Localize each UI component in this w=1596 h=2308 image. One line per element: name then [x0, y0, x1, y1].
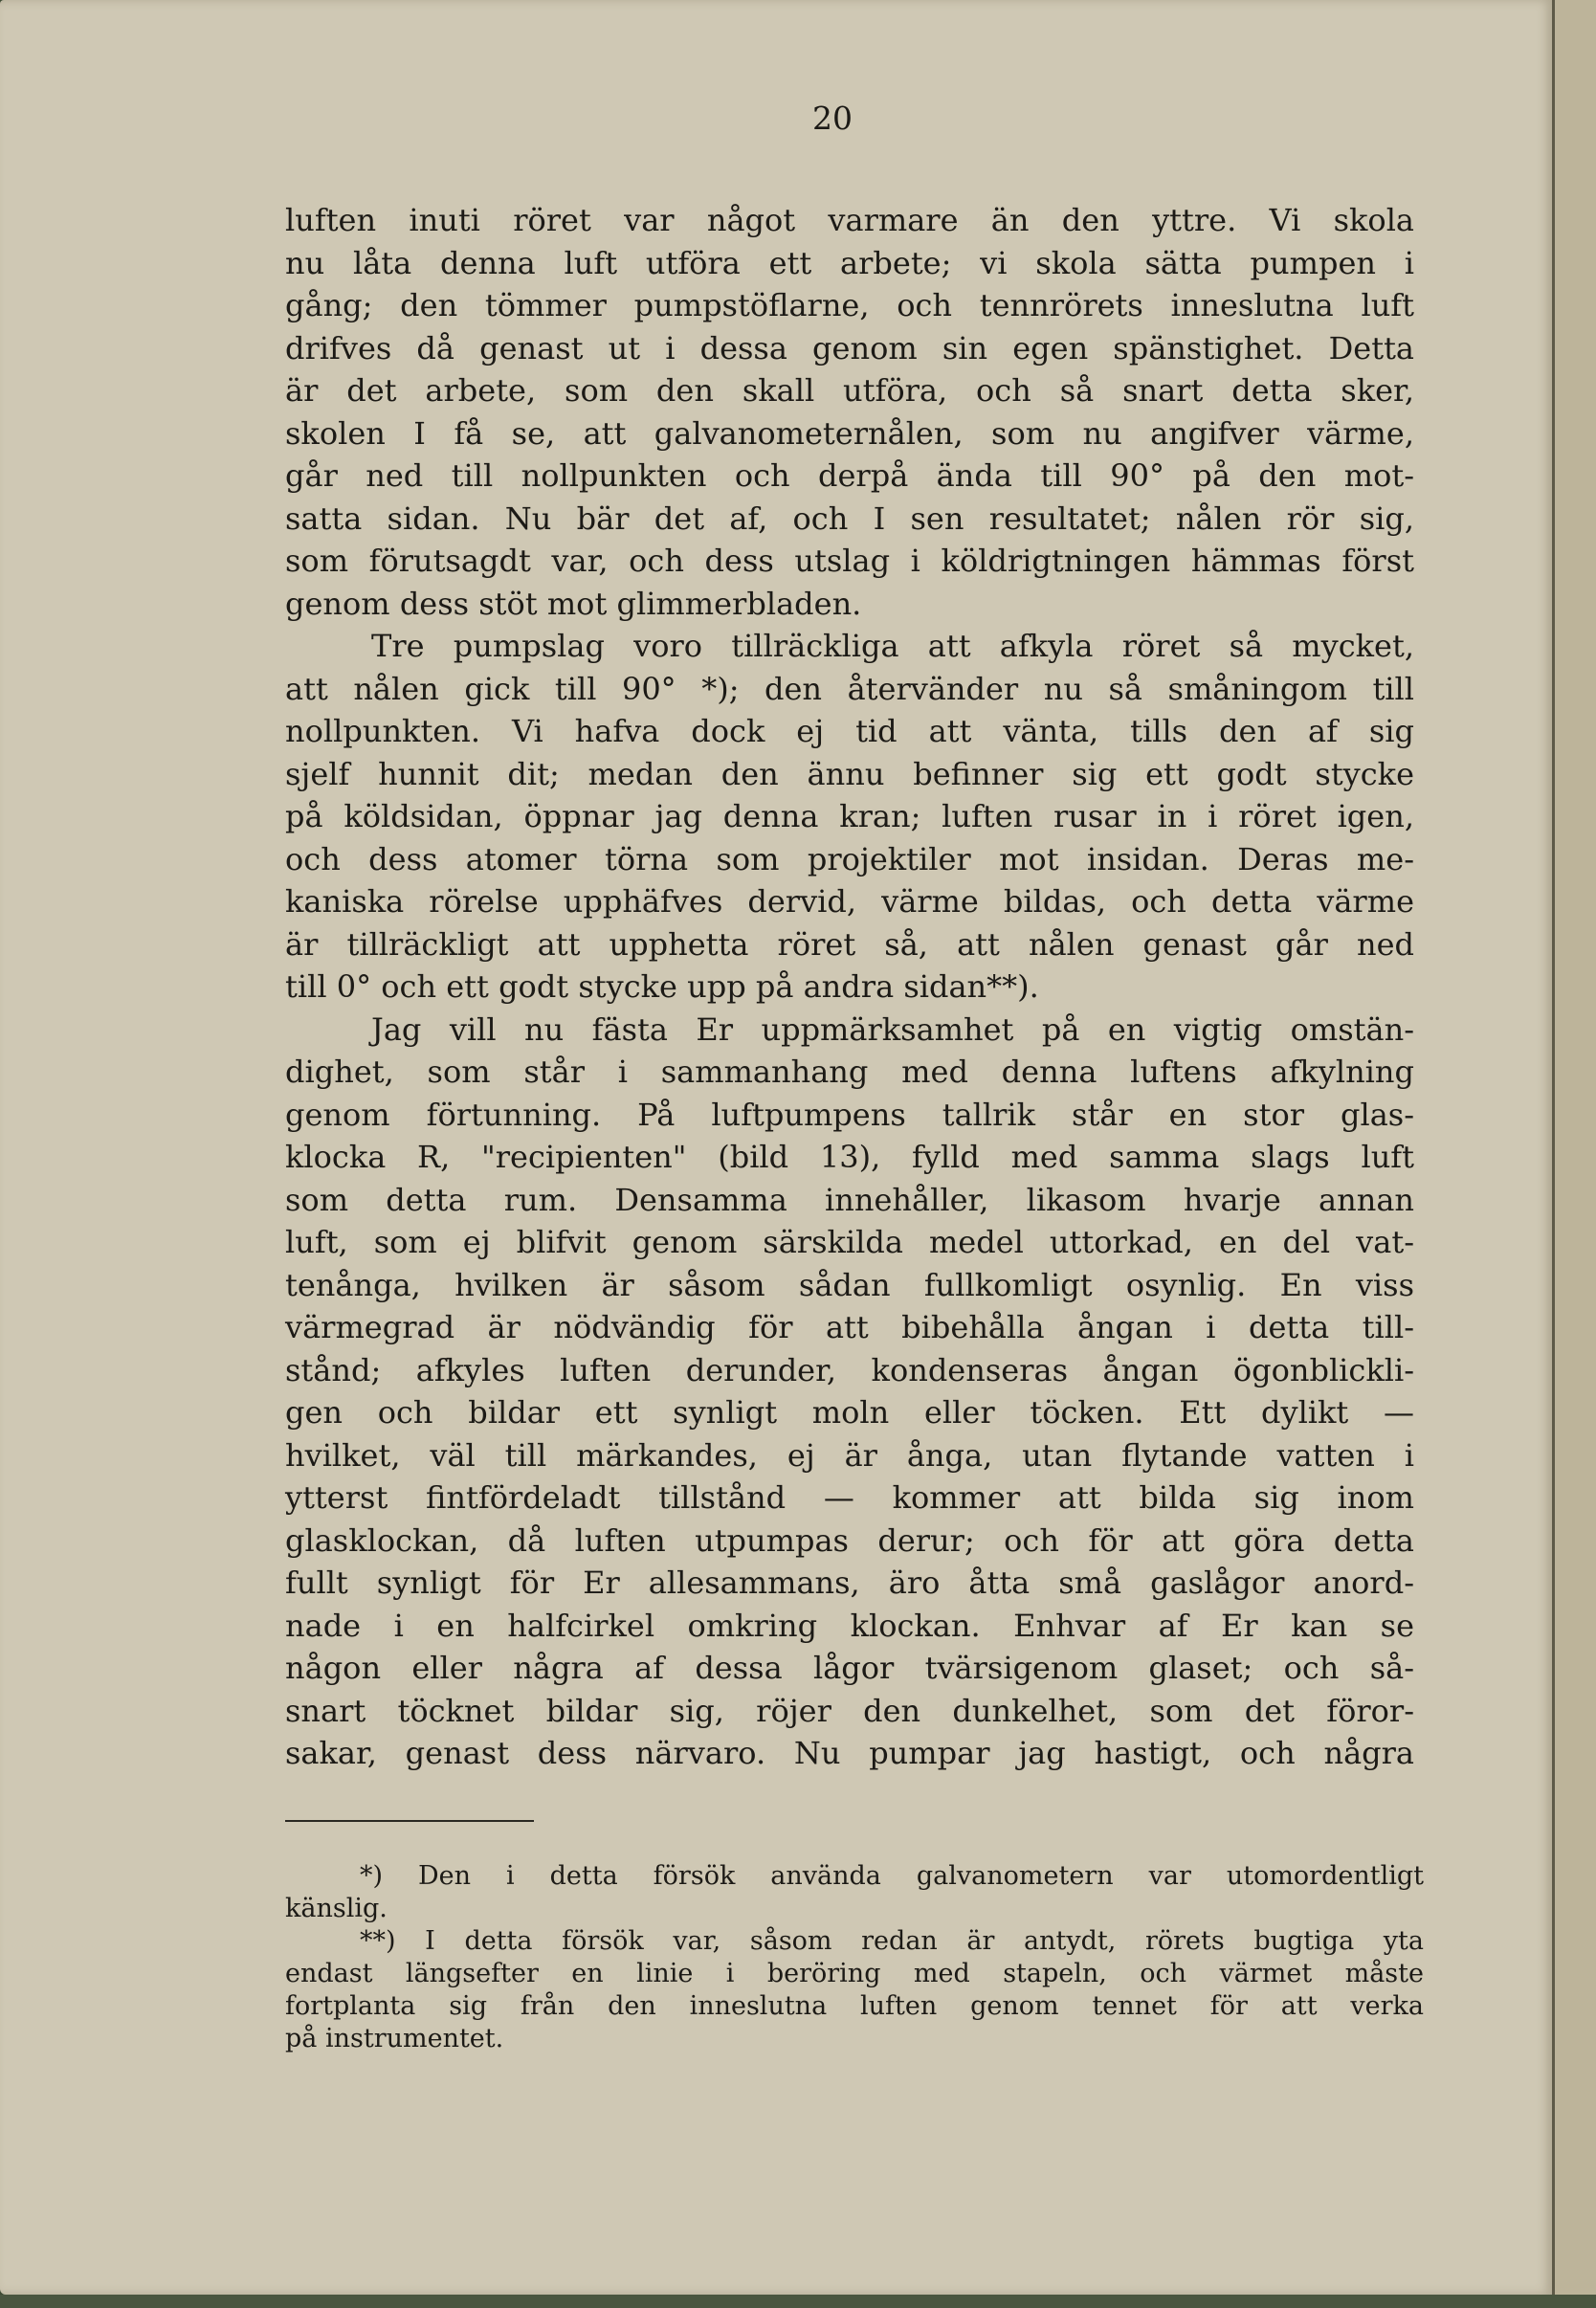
text-line: som detta rum. Densamma innehåller, likasom hvarje annan: [285, 1181, 1414, 1218]
text-line: tenånga, hvilken är såsom sådan fullkomligt osynlig. En viss: [285, 1266, 1414, 1303]
text-line: skolen I få se, att galvanometernålen, som nu angifver värme,: [285, 414, 1414, 452]
footnote-line: endast längsefter en linie i beröring med stapeln, och värmet måste: [285, 1959, 1424, 1988]
text-line: kaniska rörelse upphäfves dervid, värme bildas, och detta värme: [285, 883, 1414, 920]
text-line: och dess atomer törna som projektiler mot insidan. Deras me-: [285, 840, 1414, 877]
text-line: nade i en halfcirkel omkring klockan. Enhvar af Er kan se: [285, 1607, 1414, 1644]
text-line: drifves då genast ut i dessa genom sin egen spänstighet. Detta: [285, 329, 1414, 366]
text-line: sjelf hunnit dit; medan den ännu befinner sig ett godt stycke: [285, 755, 1414, 792]
text-line: fullt synligt för Er allesammans, äro åtta små gaslågor anord-: [285, 1565, 1414, 1601]
footnote-line: på instrumentet.: [285, 2024, 504, 2053]
text-line: dighet, som står i sammanhang med denna luftens afkylning: [285, 1054, 1414, 1090]
text-line: gen och bildar ett synligt moln eller töcken. Ett dylikt —: [285, 1394, 1414, 1431]
text-line: satta sidan. Nu bär det af, och I sen resultatet; nålen rör sig,: [285, 499, 1414, 537]
text-line: går ned till nollpunkten och derpå ända till 90° på den mot-: [285, 457, 1414, 494]
text-line: att nålen gick till 90° *); den återvänder nu så småningom till: [285, 670, 1414, 707]
page-edge: [1552, 0, 1596, 2308]
text-line: genom förtunning. På luftpumpens tallrik står en stor glas-: [285, 1096, 1414, 1133]
text-line: luften inuti röret var något varmare än den yttre. Vi skola: [285, 202, 1414, 238]
body-text: [285, 199, 1414, 1775]
text-line: stånd; afkyles luften derunder, kondenseras ångan ögonblickli-: [285, 1351, 1414, 1388]
footnote-rule: [285, 1820, 534, 1822]
footnote-line: **) I detta försök var, såsom redan är antydt, rörets bugtiga yta: [360, 1926, 1424, 1956]
text-line: klocka R, "recipienten" (bild 13), fylld med samma slags luft: [285, 1139, 1414, 1175]
footnote-line: känslig.: [285, 1894, 388, 1923]
text-line: Jag vill nu fästa Er uppmärksamhet på en vigtig omstän-: [371, 1010, 1414, 1048]
page-number: 20: [812, 100, 853, 137]
text-line: glasklockan, då luften utpumpas derur; och för att göra detta: [285, 1521, 1414, 1559]
text-line: på köldsidan, öppnar jag denna kran; luften rusar in i röret igen,: [285, 798, 1414, 834]
text-line: hvilket, väl till märkandes, ej är ånga, utan flytande vatten i: [285, 1436, 1414, 1474]
footnotes: [285, 1860, 1424, 2055]
text-line: sakar, genast dess närvaro. Nu pumpar jag hastigt, och några: [285, 1735, 1414, 1771]
text-line: nu låta denna luft utföra ett arbete; vi skola sätta pumpen i: [285, 244, 1414, 281]
footnote-line: fortplanta sig från den inneslutna luften genom tennet för att verka: [285, 1991, 1424, 2021]
text-line: gång; den tömmer pumpstöflarne, och tennrörets inneslutna luft: [285, 287, 1414, 323]
page-bottom-edge: [0, 2295, 1596, 2308]
text-line: Tre pumpslag voro tillräckliga att afkyla röret så mycket,: [371, 628, 1414, 664]
text-line: är tillräckligt att upphetta röret så, att nålen genast går ned: [285, 925, 1414, 963]
text-line: värmegrad är nödvändig för att bibehålla ångan i detta till-: [285, 1309, 1414, 1345]
text-line: snart töcknet bildar sig, röjer den dunkelhet, som det föror-: [285, 1692, 1414, 1729]
footnote-line: *) Den i detta försök använda galvanometern var utomordentligt: [360, 1861, 1424, 1891]
text-line: ytterst fintfördeladt tillstånd — kommer att bilda sig inom: [285, 1479, 1414, 1516]
text-line: genom dess stöt mot glimmerbladen.: [285, 585, 862, 622]
text-line: är det arbete, som den skall utföra, och så snart detta sker,: [285, 372, 1414, 409]
text-line: nollpunkten. Vi hafva dock ej tid att vänta, tills den af sig: [285, 713, 1414, 749]
text-line: som förutsagdt var, och dess utslag i köldrigtningen hämmas först: [285, 543, 1414, 579]
text-line: någon eller några af dessa lågor tvärsigenom glaset; och så-: [285, 1650, 1414, 1686]
text-line: luft, som ej blifvit genom särskilda medel uttorkad, en del vat-: [285, 1224, 1414, 1260]
text-line: till 0° och ett godt stycke upp på andra sidan**).: [285, 968, 1039, 1005]
